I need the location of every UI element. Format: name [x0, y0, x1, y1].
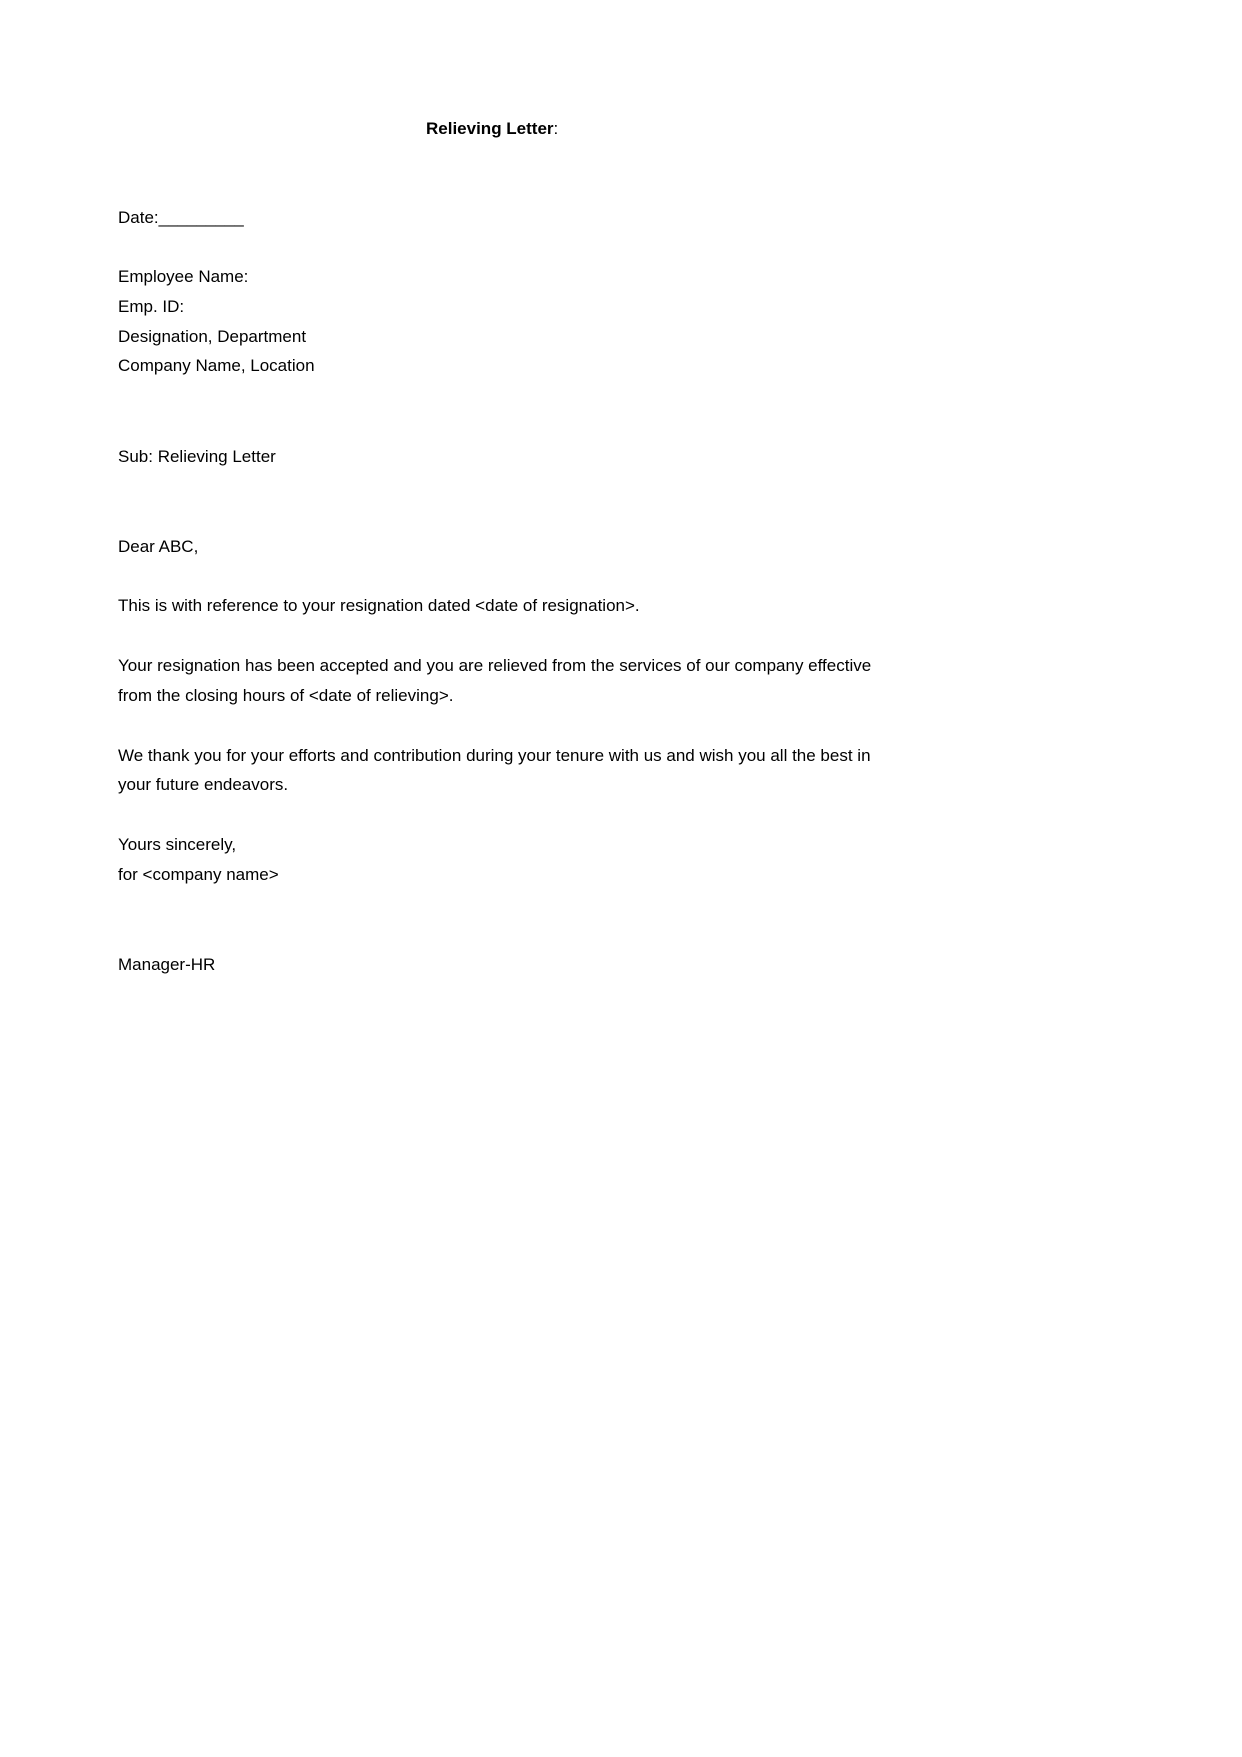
paragraph-acceptance-line-2: from the closing hours of <date of relieving>.	[118, 686, 454, 705]
designation-line: Designation, Department	[118, 327, 307, 346]
letter-title-colon: :	[553, 119, 559, 138]
paragraph-acceptance-line-1: Your resignation has been accepted and you are relieved from the services of our company effective	[118, 656, 872, 675]
signatory: Manager-HR	[118, 955, 216, 974]
salutation: Dear ABC,	[118, 537, 199, 556]
emp-id-line: Emp. ID:	[118, 297, 185, 316]
letter-title-text: Relieving Letter	[426, 119, 554, 138]
letter-title	[426, 114, 558, 144]
date-line: Date:_________	[118, 208, 244, 227]
closing-for-line: for <company name>	[118, 865, 279, 884]
paragraph-thanks-line-1: We thank you for your efforts and contribution during your tenure with us and wish you all the best in	[118, 746, 871, 765]
employee-name-line: Employee Name:	[118, 267, 249, 286]
paragraph-thanks-line-2: your future endeavors.	[118, 775, 289, 794]
closing-line: Yours sincerely,	[118, 835, 237, 854]
paragraph-reference: This is with reference to your resignation dated <date of resignation>.	[118, 596, 640, 615]
company-line: Company Name, Location	[118, 356, 315, 375]
subject-line: Sub: Relieving Letter	[118, 447, 276, 466]
